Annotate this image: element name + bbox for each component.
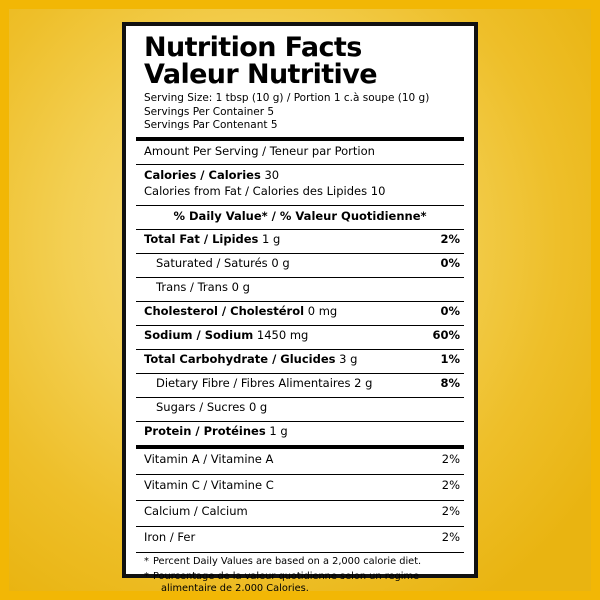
calories-label: Calories / Calories 30 [144, 167, 280, 182]
vitamin-label: Vitamin C / Vitamine C [144, 478, 274, 493]
label-header [136, 34, 464, 133]
vitamin-dv: 2% [441, 478, 460, 493]
footnote-french-line2: alimentaire de 2,000 Calories. [161, 583, 309, 595]
nutrient-amount: 2 g [354, 376, 373, 391]
nutrient-label: Sodium / Sodium 1450 mg [144, 328, 309, 343]
nutrient-row [136, 350, 464, 369]
nutrient-label: Protein / Protéines 1 g [144, 424, 288, 439]
calories-row [136, 165, 464, 184]
nutrient-label: Dietary Fibre / Fibres Alimentaires 2 g [156, 376, 373, 391]
footnote-french-text [153, 571, 460, 595]
vitamin-label: Iron / Fer [144, 530, 196, 545]
nutrient-amount: 1450 mg [256, 328, 309, 343]
nutrient-amount: 3 g [339, 352, 358, 367]
daily-value-header: % Daily Value* / % Valeur Quotidienne* [173, 208, 427, 223]
nutrient-label: Saturated / Saturés 0 g [156, 256, 290, 271]
footnote-french-line1: Pourcentage de la valeur quotidienne selon un regime [153, 571, 420, 583]
vitamin-dv: 2% [441, 452, 460, 467]
nutrient-dv: 1% [440, 352, 460, 367]
vitamin-label: Vitamin A / Vitamine A [144, 452, 274, 467]
nutrient-dv: 0% [440, 256, 460, 271]
vitamin-dv: 2% [441, 530, 460, 545]
vitamin-label: Calcium / Calcium [144, 504, 248, 519]
vitamin-row [136, 449, 464, 470]
nutrient-row [136, 254, 464, 273]
vitamin-row [136, 527, 464, 548]
nutrient-amount: 0 mg [307, 304, 338, 319]
nutrient-row [136, 422, 464, 441]
nutrient-row [136, 278, 464, 297]
amount-per-serving-label: Amount Per Serving / Teneur par Portion [144, 143, 375, 158]
nutrient-dv: 60% [432, 328, 460, 343]
nutrient-amount: 0 g [231, 280, 250, 295]
nutrient-label: Sugars / Sucres 0 g [156, 400, 268, 415]
nutrient-dv: 8% [440, 376, 460, 391]
nutrient-label: Cholesterol / Cholestérol 0 mg [144, 304, 338, 319]
servings-per-container-fr: Servings Par Contenant 5 [144, 118, 278, 131]
vitamin-row [136, 501, 464, 522]
nutrient-row [136, 326, 464, 345]
nutrient-dv: 0% [440, 304, 460, 319]
calories-value: 30 [264, 167, 280, 182]
footnote-star-icon: * [144, 571, 149, 583]
vitamin-dv: 2% [441, 504, 460, 519]
nutrition-facts-panel [122, 22, 478, 595]
footnote-french [136, 568, 464, 595]
footnote-star-icon: * [144, 555, 149, 567]
amount-per-serving-row [136, 141, 464, 160]
calories-from-fat-label: Calories from Fat / Calories des Lipides 10 [144, 184, 386, 199]
nutrient-label: Total Carbohydrate / Glucides 3 g [144, 352, 358, 367]
serving-size: Serving Size: 1 tbsp (10 g) / Portion 1 c.à soupe (10 g) [144, 92, 430, 105]
nutrient-row [136, 302, 464, 321]
servings-per-container-en: Servings Per Container 5 [144, 105, 275, 118]
nutrient-row [136, 398, 464, 417]
nutrient-amount: 1 g [269, 424, 288, 439]
vitamin-row [136, 475, 464, 496]
nutrient-label: Total Fat / Lipides 1 g [144, 232, 281, 247]
title-english: Nutrition Facts [144, 32, 362, 63]
calories-from-fat-row [136, 184, 464, 201]
nutrition-facts-inner [136, 32, 464, 595]
nutrient-amount: 1 g [262, 232, 281, 247]
title-french: Valeur Nutritive [144, 58, 377, 90]
nutrient-amount: 0 g [248, 400, 268, 415]
footnote-english-text: Percent Daily Values are based on a 2,000 calorie diet. [153, 555, 422, 567]
nutrient-label: Trans / Trans 0 g [156, 280, 250, 295]
nutrient-row [136, 230, 464, 249]
footnote-english [136, 553, 464, 568]
nutrient-row [136, 374, 464, 393]
nutrient-dv: 2% [440, 232, 460, 247]
nutrient-amount: 0 g [271, 256, 290, 271]
